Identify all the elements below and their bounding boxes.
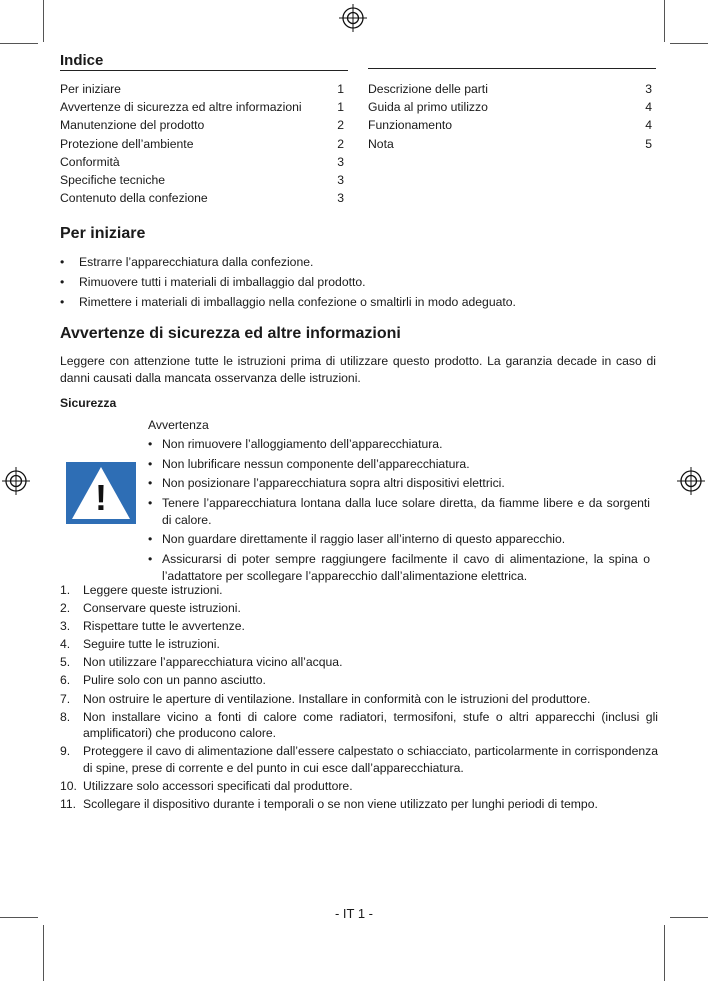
- crop-mark: [43, 0, 44, 42]
- toc-entry-page: 4: [645, 100, 652, 115]
- toc-entry-page: 2: [337, 118, 344, 133]
- toc-entry-page: 3: [337, 191, 344, 206]
- list-item: • Non lubrificare nessun componente dell’apparecchiatura.: [148, 456, 650, 473]
- toc-divider: [368, 68, 656, 69]
- list-item: [60, 654, 658, 671]
- list-item: • Rimettere i materiali di imballaggio nella confezione o smaltirli in modo adeguato.: [60, 292, 660, 312]
- list-item: • Rimuovere tutti i materiali di imballaggio dal prodotto.: [60, 272, 660, 292]
- list-item: [60, 796, 658, 813]
- toc-entry-page: 5: [645, 136, 652, 151]
- safety-subheading: Sicurezza: [60, 396, 117, 410]
- toc-entry[interactable]: [368, 98, 652, 116]
- registration-mark-icon: [2, 467, 30, 495]
- list-text: Scollegare il dispositivo durante i temporali o se non viene utilizzato per lunghi periodi di tempo.: [83, 796, 598, 811]
- warning-icon: [66, 462, 136, 524]
- list-item: • Estrarre l’apparecchiatura dalla confezione.: [60, 252, 660, 272]
- list-number: 3.: [60, 619, 71, 634]
- list-item: [60, 778, 658, 795]
- toc-entry[interactable]: [60, 189, 344, 207]
- list-number: 6.: [60, 673, 71, 688]
- toc-entry-page: 3: [337, 154, 344, 169]
- list-number: 2.: [60, 601, 71, 616]
- crop-mark: [0, 43, 38, 44]
- safety-intro: Leggere con attenzione tutte le istruzioni prima di utilizzare questo prodotto. La garanzia decade in caso di danni causati dalla mancata osservanza delle istruzioni.: [60, 354, 656, 385]
- toc-entry[interactable]: [60, 171, 344, 189]
- page-number: - IT 1 -: [334, 906, 374, 921]
- toc-entry[interactable]: [60, 153, 344, 171]
- list-number: 11.: [60, 796, 77, 811]
- toc-entry-page: 1: [337, 82, 344, 96]
- list-item: [60, 743, 658, 776]
- list-text: Non installare vicino a fonti di calore come radiatori, termosifoni, stufe o altri apparecchi (inclusi gli amplificatori) che producono calore.: [83, 709, 658, 741]
- section-heading-start: Per iniziare: [60, 225, 146, 242]
- toc-entry-page: 2: [337, 136, 344, 151]
- list-number: 1.: [60, 583, 71, 597]
- warning-list: [148, 436, 650, 585]
- toc-entry-label: Avvertenze di sicurezza ed altre informazioni: [60, 100, 302, 115]
- list-item: [60, 691, 658, 708]
- start-list: [60, 252, 660, 312]
- toc-entry-label: Conformità: [60, 154, 120, 169]
- toc-entry-page: 4: [645, 118, 652, 133]
- list-text: Seguire tutte le istruzioni.: [83, 637, 220, 652]
- list-item: • Assicurarsi di poter sempre raggiungere facilmente il cavo di alimentazione, la spina o l’adattatore per scollegare l’apparecchio dall’alimentazione elettrica.: [148, 551, 650, 585]
- toc-title: Indice: [60, 52, 348, 71]
- list-text: Rispettare tutte le avvertenze.: [83, 619, 245, 634]
- list-item: [60, 636, 658, 653]
- toc-entry[interactable]: [60, 80, 344, 98]
- toc-entry-label: Funzionamento: [368, 118, 453, 133]
- toc-entry-label: Specifiche tecniche: [60, 173, 166, 188]
- toc-entry-label: Protezione dell’ambiente: [60, 136, 194, 151]
- list-number: 4.: [60, 637, 71, 652]
- list-text: Proteggere il cavo di alimentazione dall’essere calpestato o schiacciato, particolarmente in corrispondenza di spine, prese di corrente e del punto in cui esce dall’apparecchiatura.: [83, 744, 658, 775]
- toc-entry[interactable]: [60, 116, 344, 134]
- toc-entry[interactable]: [368, 80, 652, 98]
- warning-block: [148, 417, 650, 587]
- section-heading-safety: Avvertenze di sicurezza ed altre informazioni: [60, 325, 401, 342]
- list-item: [60, 582, 658, 599]
- numbered-instructions: [60, 582, 658, 814]
- toc-entry-label: Descrizione delle parti: [368, 82, 488, 96]
- list-item: • Non guardare direttamente il raggio laser all’interno di questo apparecchio.: [148, 531, 650, 548]
- list-number: 7.: [60, 691, 71, 706]
- list-item: [60, 618, 658, 635]
- warning-icon-symbol: !: [95, 477, 107, 518]
- list-text: Non ostruire le aperture di ventilazione. Installare in conformità con le istruzioni del produttore.: [83, 691, 591, 706]
- toc-entry-label: Per iniziare: [60, 82, 121, 96]
- list-item: • Non rimuovere l’alloggiamento dell’apparecchiatura.: [148, 436, 650, 453]
- toc-entry-page: 3: [645, 82, 652, 96]
- list-number: 5.: [60, 655, 71, 670]
- list-item: • Non posizionare l’apparecchiatura sopra altri dispositivi elettrici.: [148, 475, 650, 492]
- toc-entry-label: Nota: [368, 136, 394, 151]
- list-text: Conservare queste istruzioni.: [83, 601, 241, 616]
- toc-entry[interactable]: [60, 98, 344, 116]
- list-text: Non utilizzare l’apparecchiatura vicino all’acqua.: [83, 655, 343, 670]
- toc-entry-label: Guida al primo utilizzo: [368, 100, 488, 115]
- list-text: Leggere queste istruzioni.: [83, 583, 223, 597]
- crop-mark: [664, 925, 665, 981]
- list-number: 9.: [60, 744, 71, 759]
- toc-entry-page: 3: [337, 173, 344, 188]
- toc-entry[interactable]: [368, 135, 652, 153]
- crop-mark: [670, 43, 708, 44]
- list-text: Utilizzare solo accessori specificati dal produttore.: [83, 778, 353, 793]
- crop-mark: [664, 0, 665, 42]
- list-item: [60, 709, 658, 742]
- list-item: [60, 600, 658, 617]
- toc-entry-page: 1: [337, 100, 344, 115]
- list-item: • Tenere l’apparecchiatura lontana dalla luce solare diretta, da fiamme libere e da sorgenti di calore.: [148, 495, 650, 529]
- toc-entry[interactable]: [368, 116, 652, 134]
- list-text: Pulire solo con un panno asciutto.: [83, 673, 266, 688]
- list-number: 8.: [60, 709, 71, 724]
- toc-entry[interactable]: [60, 135, 344, 153]
- list-item: [60, 672, 658, 689]
- toc-left-column: [60, 80, 344, 207]
- toc-entry-label: Manutenzione del prodotto: [60, 118, 205, 133]
- registration-mark-icon: [677, 467, 705, 495]
- registration-mark-icon: [339, 4, 367, 32]
- list-number: 10.: [60, 778, 77, 793]
- warning-title: Avvertenza: [148, 418, 209, 432]
- toc-entry-label: Contenuto della confezione: [60, 191, 208, 206]
- toc-right-column: [368, 80, 652, 153]
- crop-mark: [43, 925, 44, 981]
